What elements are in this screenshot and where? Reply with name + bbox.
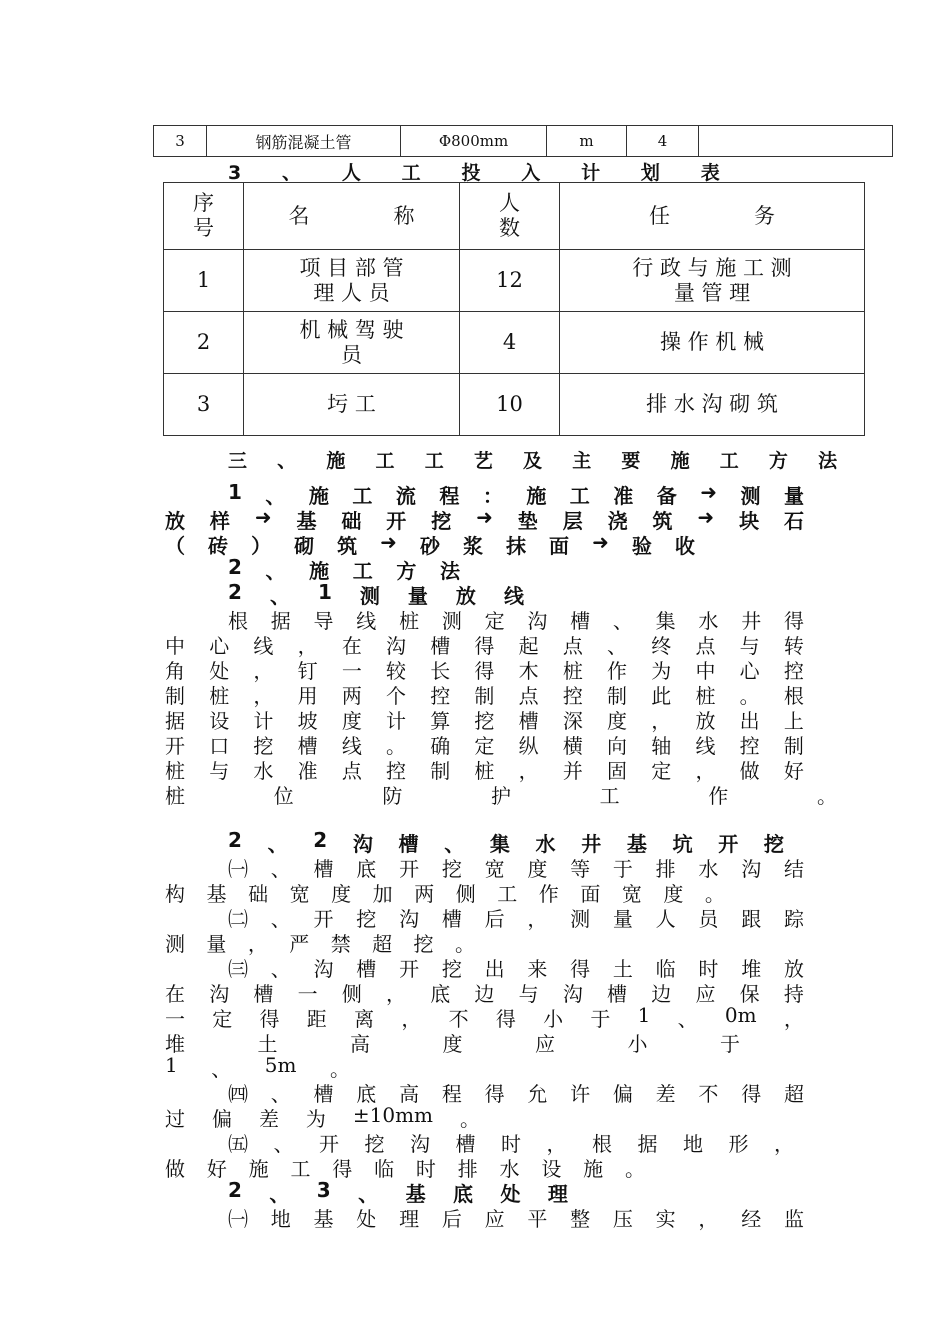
paragraph-line: 过 偏 差 为 ±10mm 。 <box>165 1103 480 1131</box>
table-cell: 操 作 机 械 <box>560 312 865 374</box>
labor-table <box>163 182 865 436</box>
table-row <box>164 374 865 436</box>
header-cell: 任 务 <box>560 183 865 250</box>
material-cell: m <box>547 126 627 157</box>
subsection-title: 2 、 施 工 方 法 <box>228 555 460 583</box>
material-table <box>153 125 893 157</box>
table-row <box>164 312 865 374</box>
material-cell <box>699 126 893 157</box>
paragraph-line: 堆 土 高 度 应 小 于 <box>165 1032 740 1056</box>
paragraph-line: ㈠ 、 槽 底 开 挖 宽 度 等 于 排 水 沟 结 <box>228 857 804 881</box>
header-cell: 序 号 <box>164 183 244 250</box>
paragraph-line: 桩 与 水 准 点 控 制 桩 ， 并 固 定 ， 做 好 <box>165 759 804 783</box>
paragraph-line: ㈠ 地 基 处 理 后 应 平 整 压 实 ， 经 监 <box>228 1207 804 1231</box>
flow-line: 1 、 施 工 流 程 ： 施 工 准 备 ➜ 测 量 <box>228 480 804 508</box>
paragraph-line: 桩 位 防 护 工 作 。 <box>165 784 837 808</box>
section-title: 三 、 施 工 工 艺 及 主 要 施 工 方 法 <box>228 450 849 472</box>
paragraph-line: ㈣ 、 槽 底 高 程 得 允 许 偏 差 不 得 超 <box>228 1082 804 1106</box>
flow-line: 放 样 ➜ 基 础 开 挖 ➜ 垫 层 浇 筑 ➜ 块 石 <box>165 505 804 533</box>
paragraph-line: ㈤ 、 开 挖 沟 槽 时 ， 根 据 地 形 ， <box>228 1132 794 1156</box>
table-row <box>164 250 865 312</box>
paragraph-line: 做 好 施 工 得 临 时 排 水 设 施 。 <box>165 1157 645 1181</box>
paragraph-line: 据 设 计 坡 度 计 算 挖 槽 深 度 ， 放 出 上 <box>165 709 804 733</box>
paragraph-line: 开 口 挖 槽 线 。 确 定 纵 横 向 轴 线 控 制 <box>165 734 804 758</box>
material-cell: 4 <box>627 126 699 157</box>
table-cell: 圬 工 <box>244 374 460 436</box>
material-row <box>154 126 893 157</box>
subsection-title: 2 、 3 、 基 底 处 理 <box>228 1178 568 1206</box>
table-cell: 3 <box>164 374 244 436</box>
table-cell: 机 械 驾 驶 员 <box>244 312 460 374</box>
paragraph-line: 一 定 得 距 离 ， 不 得 小 于 1 、 0m ， <box>165 1003 804 1031</box>
material-cell: 钢筋混凝土管 <box>207 126 401 157</box>
paragraph-line: ㈡ 、 开 挖 沟 槽 后 ， 测 量 人 员 跟 踪 <box>228 907 804 931</box>
material-cell: 3 <box>154 126 207 157</box>
paragraph-line: 测 量 ， 严 禁 超 挖 。 <box>165 932 475 956</box>
table-cell: 4 <box>460 312 560 374</box>
table-cell: 12 <box>460 250 560 312</box>
header-cell: 人 数 <box>460 183 560 250</box>
labor-table-title: 3 、 人 工 投 入 计 划 表 <box>228 162 737 184</box>
paragraph-line: ㈢ 、 沟 槽 开 挖 出 来 得 土 临 时 堆 放 <box>228 957 804 981</box>
header-cell: 名 称 <box>244 183 460 250</box>
labor-header-row <box>164 183 865 250</box>
paragraph-line: 根 据 导 线 桩 测 定 沟 槽 、 集 水 井 得 <box>228 609 804 633</box>
table-cell: 10 <box>460 374 560 436</box>
material-cell: Φ800mm <box>401 126 547 157</box>
table-cell: 1 <box>164 250 244 312</box>
paragraph-line: 构 基 础 宽 度 加 两 侧 工 作 面 宽 度 。 <box>165 882 725 906</box>
paragraph-line: 制 桩 ， 用 两 个 控 制 点 控 制 此 桩 。 根 <box>165 684 804 708</box>
table-cell: 排 水 沟 砌 筑 <box>560 374 865 436</box>
subsection-title: 2 、 1 测 量 放 线 <box>228 580 524 608</box>
paragraph-line: 在 沟 槽 一 侧 ， 底 边 与 沟 槽 边 应 保 持 <box>165 982 804 1006</box>
flow-line: （ 砖 ） 砌 筑 ➜ 砂 浆 抹 面 ➜ 验 收 <box>165 530 695 558</box>
table-cell: 2 <box>164 312 244 374</box>
paragraph-line: 角 处 ， 钉 一 较 长 得 木 桩 作 为 中 心 控 <box>165 659 804 683</box>
table-cell: 项 目 部 管 理 人 员 <box>244 250 460 312</box>
subsection-title: 2 、 2 沟 槽 、 集 水 井 基 坑 开 挖 <box>228 828 784 856</box>
paragraph-line: 中 心 线 ， 在 沟 槽 得 起 点 、 终 点 与 转 <box>165 634 804 658</box>
table-cell: 行 政 与 施 工 测 量 管 理 <box>560 250 865 312</box>
paragraph-line: 1 、 5m 。 <box>165 1053 350 1081</box>
